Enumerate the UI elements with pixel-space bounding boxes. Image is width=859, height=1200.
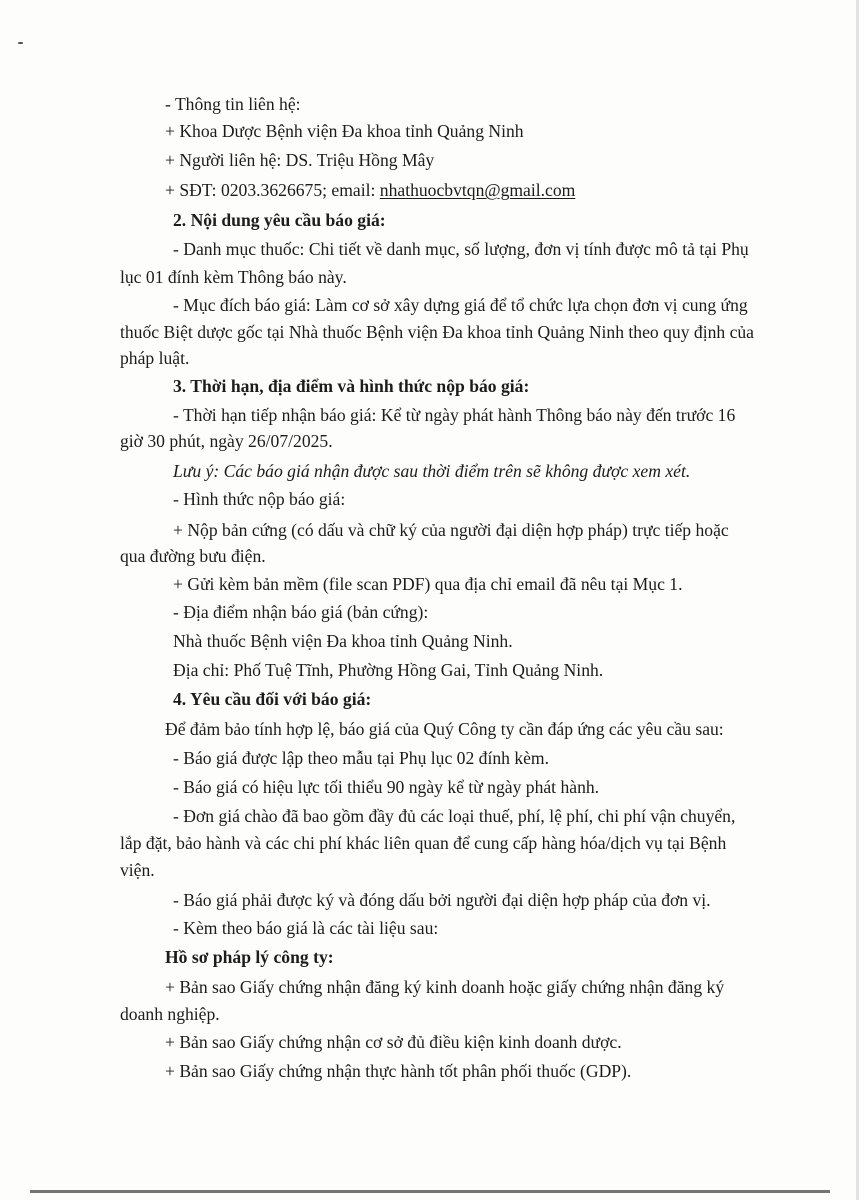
s4-price-line-3: viện. [120,860,155,880]
contact-email-link[interactable]: nhathuocbvtqn@gmail.com [379,180,576,200]
s3-place: Nhà thuốc Bệnh viện Đa khoa tỉnh Quảng Ninh. [173,631,513,651]
s4-price-line-1: - Đơn giá chào đã bao gồm đầy đủ các loại thuế, phí, lệ phí, chi phí vận chuyển, [173,806,736,826]
contact-dept: + Khoa Dược Bệnh viện Đa khoa tỉnh Quảng Ninh [165,121,524,141]
contact-phone-prefix: + SĐT: 0203.3626675; email: [165,180,380,200]
contact-person: + Người liên hệ: DS. Triệu Hồng Mây [165,150,435,170]
s4-validity: - Báo giá có hiệu lực tối thiểu 90 ngày kể từ ngày phát hành. [173,777,600,797]
s3-deadline-line-1: - Thời hạn tiếp nhận báo giá: Kể từ ngày phát hành Thông báo này đến trước 16 [173,405,736,425]
section-4-title: 4. Yêu cầu đối với báo giá: [173,689,372,709]
scan-edge-bottom [30,1190,830,1193]
s4-price-line-2: lắp đặt, bảo hành và các chi phí khác liên quan để cung cấp hàng hóa/dịch vụ tại Bệnh [120,833,727,853]
s3-hard-copy-line-1: + Nộp bản cứng (có dấu và chữ ký của người đại diện hợp pháp) trực tiếp hoặc [173,520,729,540]
s2-list-line-2: lục 01 đính kèm Thông báo này. [120,267,347,287]
s2-purpose-line-2: thuốc Biệt dược gốc tại Nhà thuốc Bệnh viện Đa khoa tỉnh Quảng Ninh theo quy định của [120,322,754,342]
s2-list-line-1: - Danh mục thuốc: Chi tiết về danh mục, số lượng, đơn vị tính được mô tả tại Phụ [173,239,749,259]
section-3-title: 3. Thời hạn, địa điểm và hình thức nộp báo giá: [173,376,530,396]
s3-soft-copy: + Gửi kèm bản mềm (file scan PDF) qua địa chỉ email đã nêu tại Mục 1. [173,574,683,594]
legal-doc-2: + Bản sao Giấy chứng nhận cơ sở đủ điều kiện kinh doanh dược. [165,1032,622,1052]
legal-doc-3: + Bản sao Giấy chứng nhận thực hành tốt phân phối thuốc (GDP). [165,1061,632,1081]
legal-doc-1-line-2: doanh nghiệp. [120,1004,220,1024]
s4-attach: - Kèm theo báo giá là các tài liệu sau: [173,918,439,938]
s3-address: Địa chỉ: Phố Tuệ Tĩnh, Phường Hồng Gai, Tỉnh Quảng Ninh. [173,660,604,680]
s2-purpose-line-3: pháp luật. [120,348,190,368]
s4-form: - Báo giá được lập theo mẫu tại Phụ lục 02 đính kèm. [173,748,550,768]
s3-method: - Hình thức nộp báo giá: [173,489,346,509]
s3-location: - Địa điểm nhận báo giá (bản cứng): [173,602,429,622]
contact-heading: - Thông tin liên hệ: [165,94,301,114]
s2-purpose-line-1: - Mục đích báo giá: Làm cơ sở xây dựng giá để tổ chức lựa chọn đơn vị cung ứng [173,295,748,315]
legal-docs-title: Hồ sơ pháp lý công ty: [165,947,334,967]
s3-note: Lưu ý: Các báo giá nhận được sau thời điểm trên sẽ không được xem xét. [173,461,691,481]
s3-hard-copy-line-2: qua đường bưu điện. [120,546,266,566]
s4-intro: Để đảm bảo tính hợp lệ, báo giá của Quý Công ty cần đáp ứng các yêu cầu sau: [165,719,724,739]
s4-sign: - Báo giá phải được ký và đóng dấu bởi người đại diện hợp pháp của đơn vị. [173,890,711,910]
section-2-title: 2. Nội dung yêu cầu báo giá: [173,210,386,230]
s3-deadline-line-2: giờ 30 phút, ngày 26/07/2025. [120,431,333,451]
legal-doc-1-line-1: + Bản sao Giấy chứng nhận đăng ký kinh doanh hoặc giấy chứng nhận đăng ký [165,977,725,997]
contact-phone-line [165,179,575,201]
